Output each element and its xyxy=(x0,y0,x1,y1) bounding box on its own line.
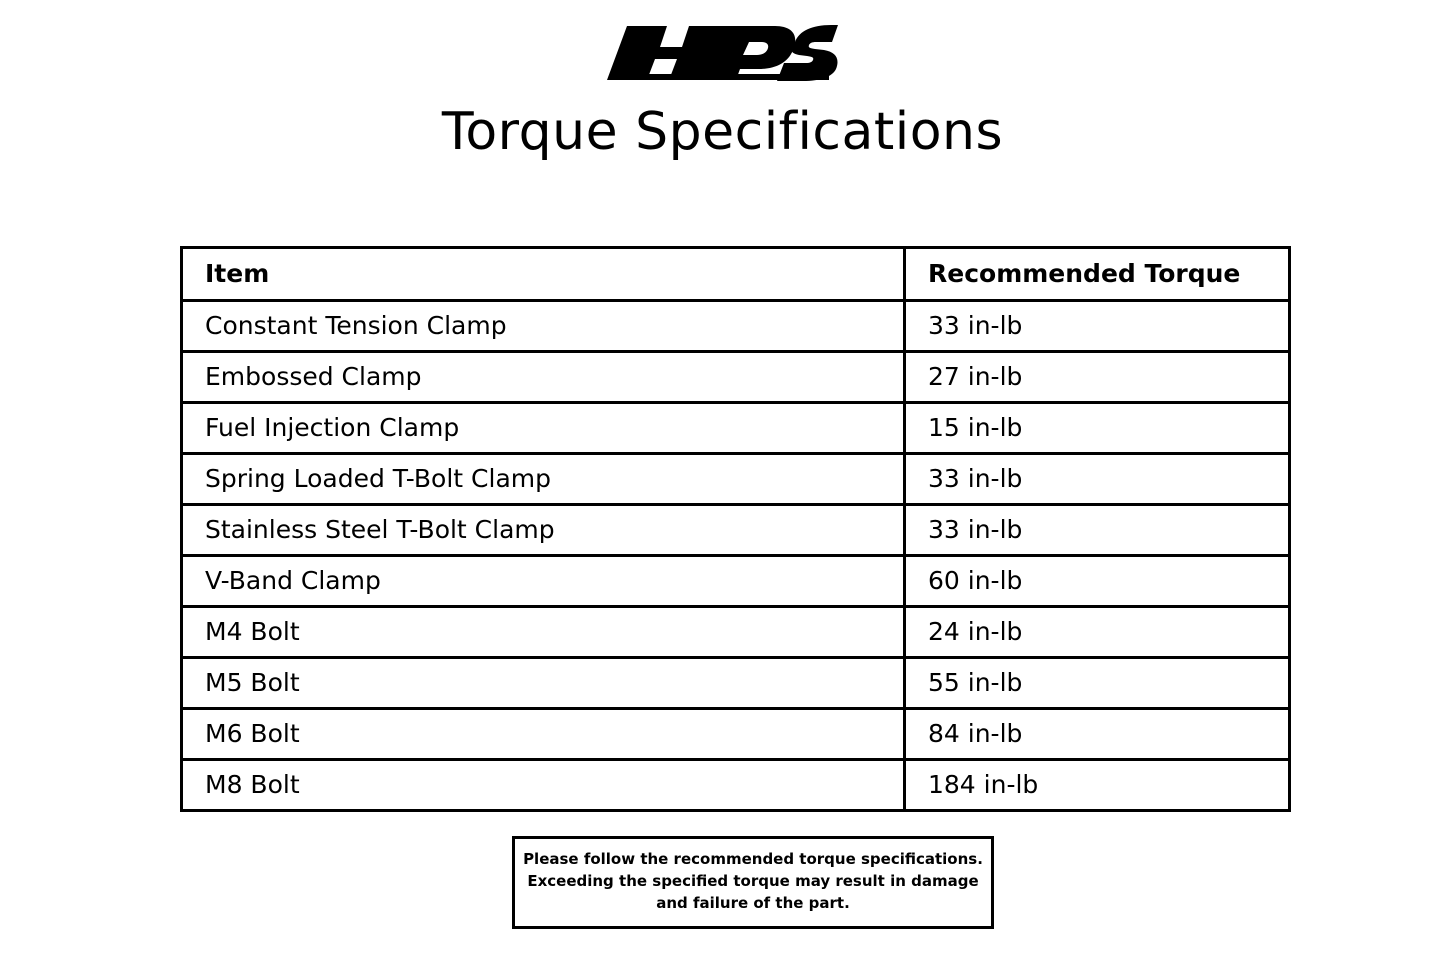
cell-item: M5 Bolt xyxy=(182,658,905,709)
table-row xyxy=(182,505,1290,556)
logo-header xyxy=(0,0,1445,84)
cell-item: M6 Bolt xyxy=(182,709,905,760)
page-title: Torque Specifications xyxy=(441,102,1004,162)
cell-torque: 15 in-lb xyxy=(905,403,1290,454)
table-row xyxy=(182,607,1290,658)
cell-torque: 55 in-lb xyxy=(905,658,1290,709)
cell-item: M4 Bolt xyxy=(182,607,905,658)
note-line-2: Exceeding the specified torque may result in damage xyxy=(527,871,979,890)
cell-item: Constant Tension Clamp xyxy=(182,301,905,352)
hps-logo-icon xyxy=(607,22,839,84)
table-row xyxy=(182,709,1290,760)
table-row xyxy=(182,556,1290,607)
cell-item: M8 Bolt xyxy=(182,760,905,811)
torque-specifications-table xyxy=(180,246,1291,812)
cell-item: Embossed Clamp xyxy=(182,352,905,403)
column-header-recommended-torque: Recommended Torque xyxy=(905,248,1290,301)
cell-torque: 33 in-lb xyxy=(905,301,1290,352)
cell-item: Fuel Injection Clamp xyxy=(182,403,905,454)
cell-item: Stainless Steel T-Bolt Clamp xyxy=(182,505,905,556)
cell-torque: 33 in-lb xyxy=(905,505,1290,556)
cell-torque: 84 in-lb xyxy=(905,709,1290,760)
table-row xyxy=(182,454,1290,505)
cell-torque: 184 in-lb xyxy=(905,760,1290,811)
table-row xyxy=(182,658,1290,709)
cell-torque: 60 in-lb xyxy=(905,556,1290,607)
cell-torque: 27 in-lb xyxy=(905,352,1290,403)
cell-torque: 24 in-lb xyxy=(905,607,1290,658)
table-header-row xyxy=(182,248,1290,301)
cell-torque: 33 in-lb xyxy=(905,454,1290,505)
table-row xyxy=(182,403,1290,454)
warning-note-box xyxy=(512,836,994,929)
table-row xyxy=(182,760,1290,811)
cell-item: Spring Loaded T-Bolt Clamp xyxy=(182,454,905,505)
table-row xyxy=(182,352,1290,403)
cell-item: V-Band Clamp xyxy=(182,556,905,607)
note-line-1: Please follow the recommended torque specifications. xyxy=(523,850,983,868)
column-header-item: Item xyxy=(182,248,905,301)
note-line-3: and failure of the part. xyxy=(656,893,850,912)
table-row xyxy=(182,301,1290,352)
torque-table-container xyxy=(180,246,1288,812)
